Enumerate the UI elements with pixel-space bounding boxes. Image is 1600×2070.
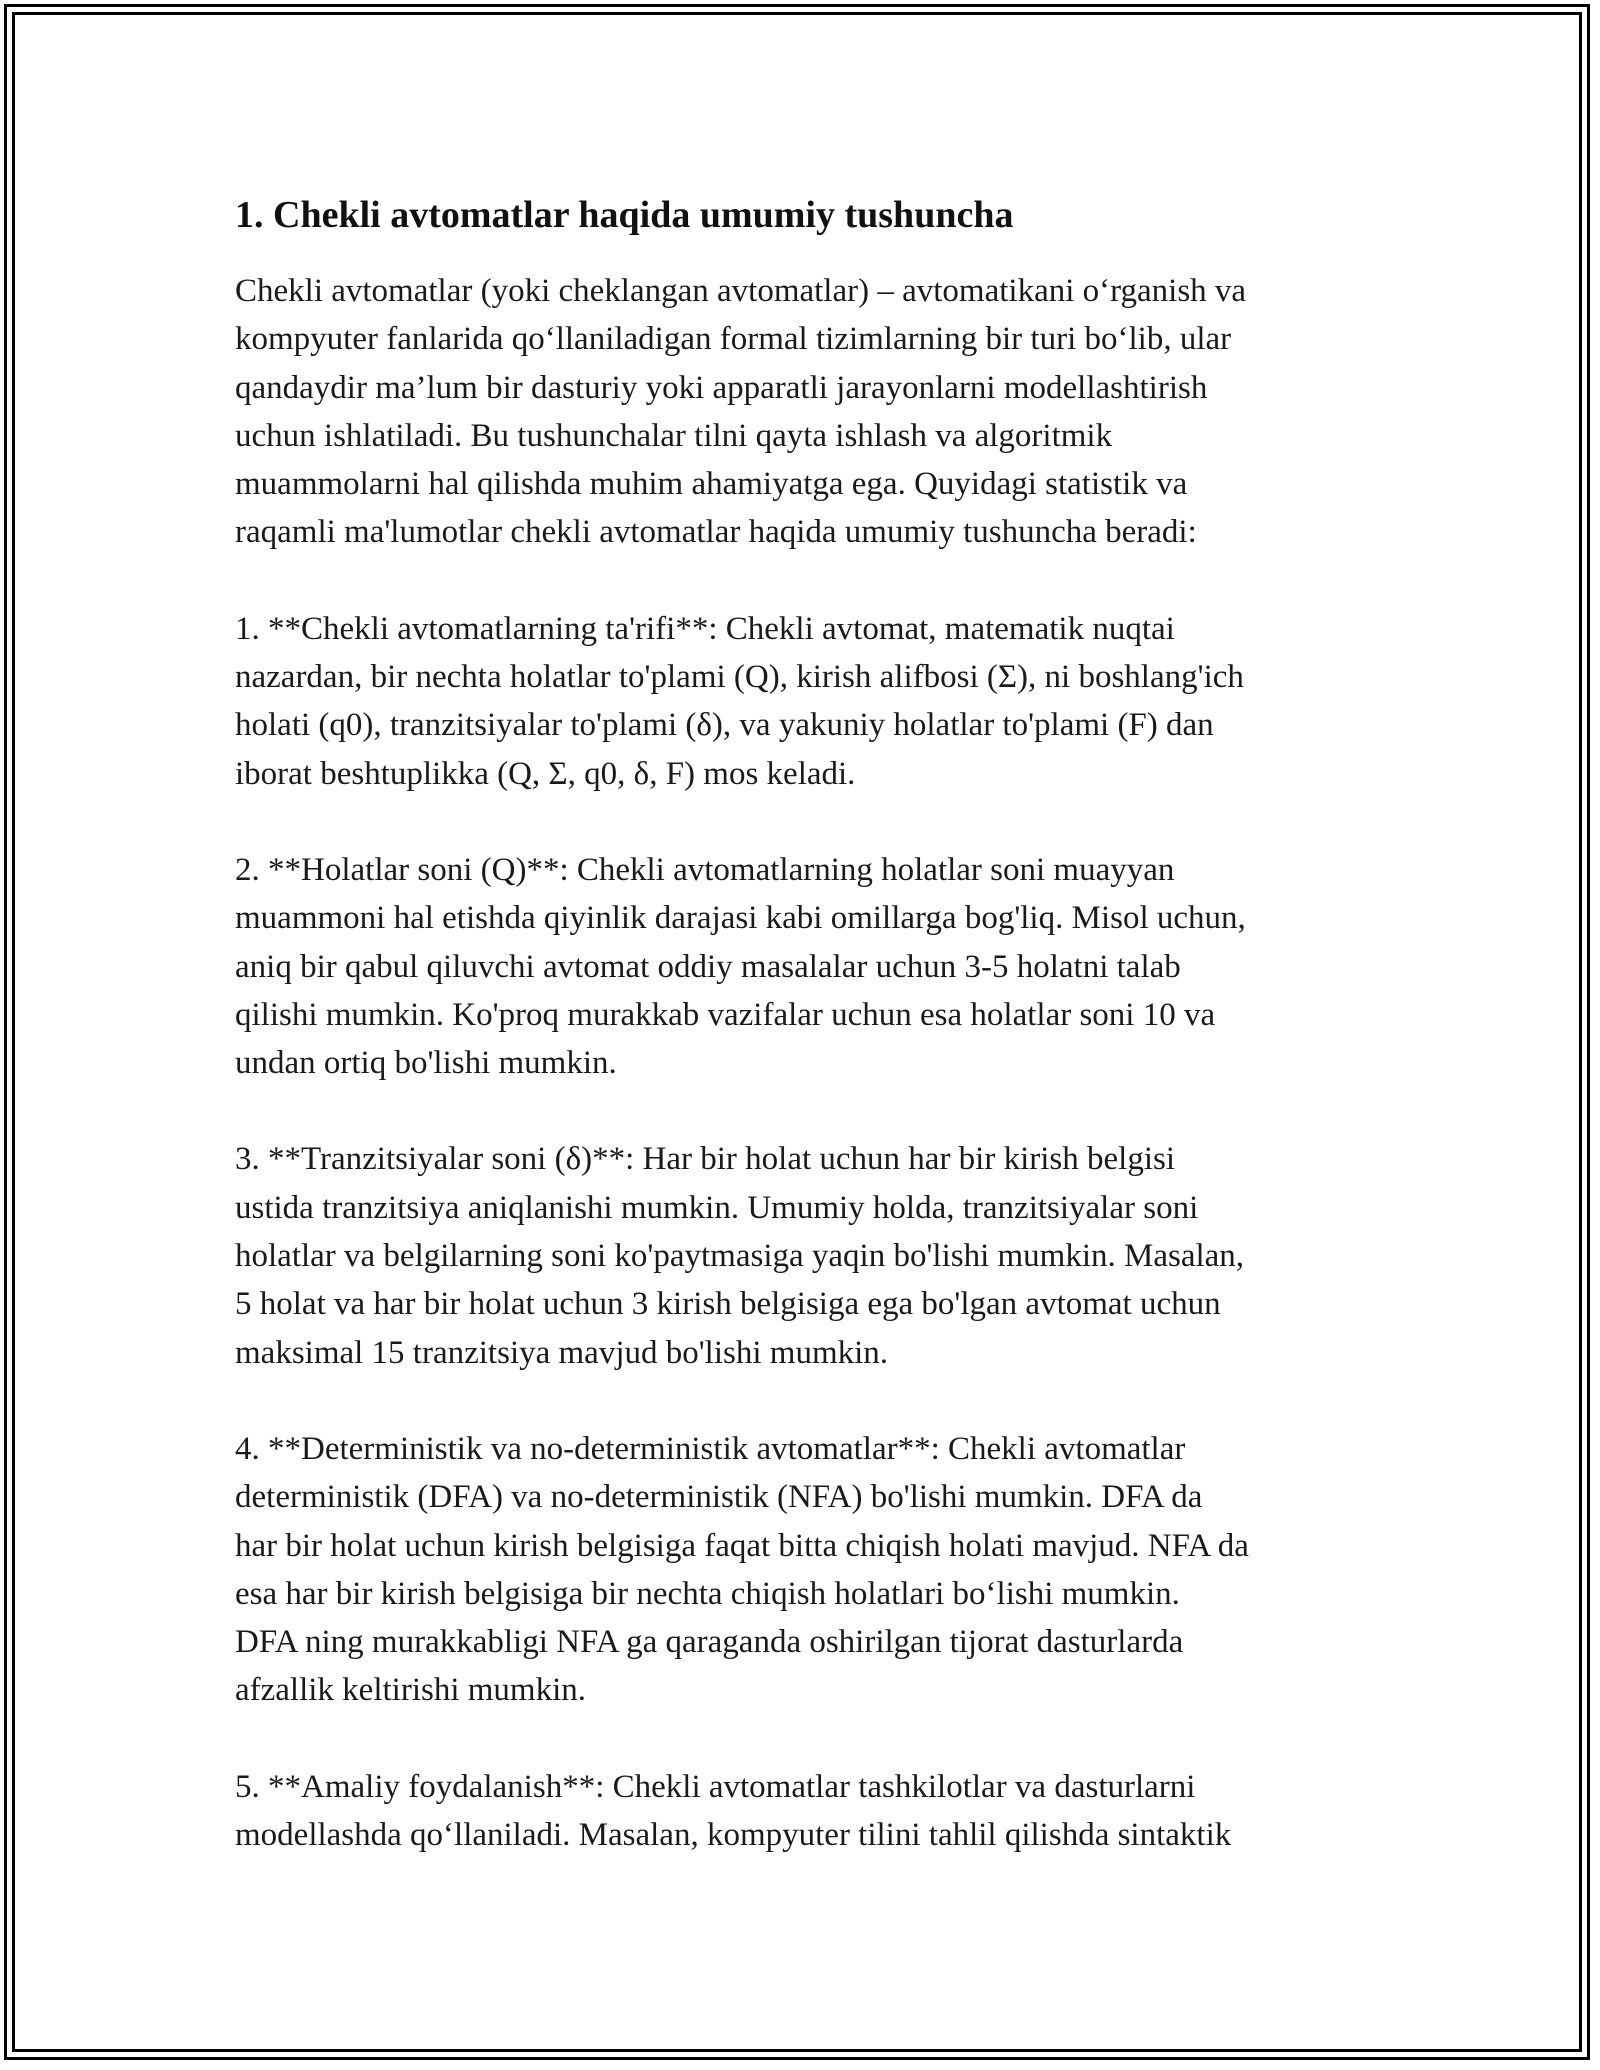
- item-definition-paragraph: 1. **Chekli avtomatlarning ta'rifi**: Chekli avtomat, matematik nuqtai nazardan, bir nechta holatlar to'plami (Q), kirish alifbosi (Σ), ni boshlang'ich holati (q0), tranzitsiyalar to'plami (δ), va yakuniy holatlar to'plami (F) dan iborat beshtuplikka (Q, Σ, q0, δ, F) mos keladi.: [235, 610, 1244, 792]
- item-transitions-paragraph: 3. **Tranzitsiyalar soni (δ)**: Har bir holat uchun har bir kirish belgisi ustida tranzitsiya aniqlanishi mumkin. Umumiy holda, tranzitsiyalar soni holatlar va belgilarning soni ko'paytmasiga yaqin bo'lishi mumkin. Masalan, 5 holat va har bir holat uchun 3 kirish belgisiga ega bo'lgan avtomat uchun maksimal 15 tranzitsiya mavjud bo'lishi mumkin.: [235, 1141, 1245, 1371]
- section-heading: 1. Chekli avtomatlar haqida umumiy tushuncha: [235, 194, 1014, 236]
- intro-paragraph: Chekli avtomatlar (yoki cheklangan avtomatlar) – avtomatikani o‘rganish va kompyuter fanlarida qo‘llaniladigan formal tizimlarning bir turi bo‘lib, ular qandaydir ma’lum bir dasturiy yoki apparatli jarayonlarni modellashtirish uchun ishlatiladi. Bu tushunchalar tilni qayta ishlash va algoritmik muammolarni hal qilishda muhim ahamiyatga ega. Quyidagi statistik va raqamli ma'lumotlar chekli avtomatlar haqida umumiy tushuncha beradi:: [235, 273, 1247, 551]
- item-states-paragraph: 2. **Holatlar soni (Q)**: Chekli avtomatlarning holatlar soni muayyan muammoni hal etishda qiyinlik darajasi kabi omillarga bog'liq. Misol uchun, aniq bir qabul qiluvchi avtomat oddiy masalalar uchun 3-5 holatni talab qilishi mumkin. Ko'proq murakkab vazifalar uchun esa holatlar soni 10 va undan ortiq bo'lishi mumkin.: [235, 851, 1246, 1082]
- item-practical-use-paragraph: 5. **Amaliy foydalanish**: Chekli avtomatlar tashkilotlar va dasturlarni modellashda qo‘llaniladi. Masalan, kompyuter tilini tahlil qilishda sintaktik: [235, 1768, 1232, 1854]
- item-dfa-nfa-paragraph: 4. **Deterministik va no-deterministik avtomatlar**: Chekli avtomatlar deterministik (DFA) va no-deterministik (NFA) bo'lishi mumkin. DFA da har bir holat uchun kirish belgisiga faqat bitta chiqish holati mavjud. NFA da esa har bir kirish belgisiga bir nechta chiqish holatlari bo‘lishi mumkin. DFA ning murakkabligi NFA ga qaraganda oshirilgan tijorat dasturlarda afzallik keltirishi mumkin.: [235, 1430, 1249, 1709]
- document-body: [235, 185, 1385, 1859]
